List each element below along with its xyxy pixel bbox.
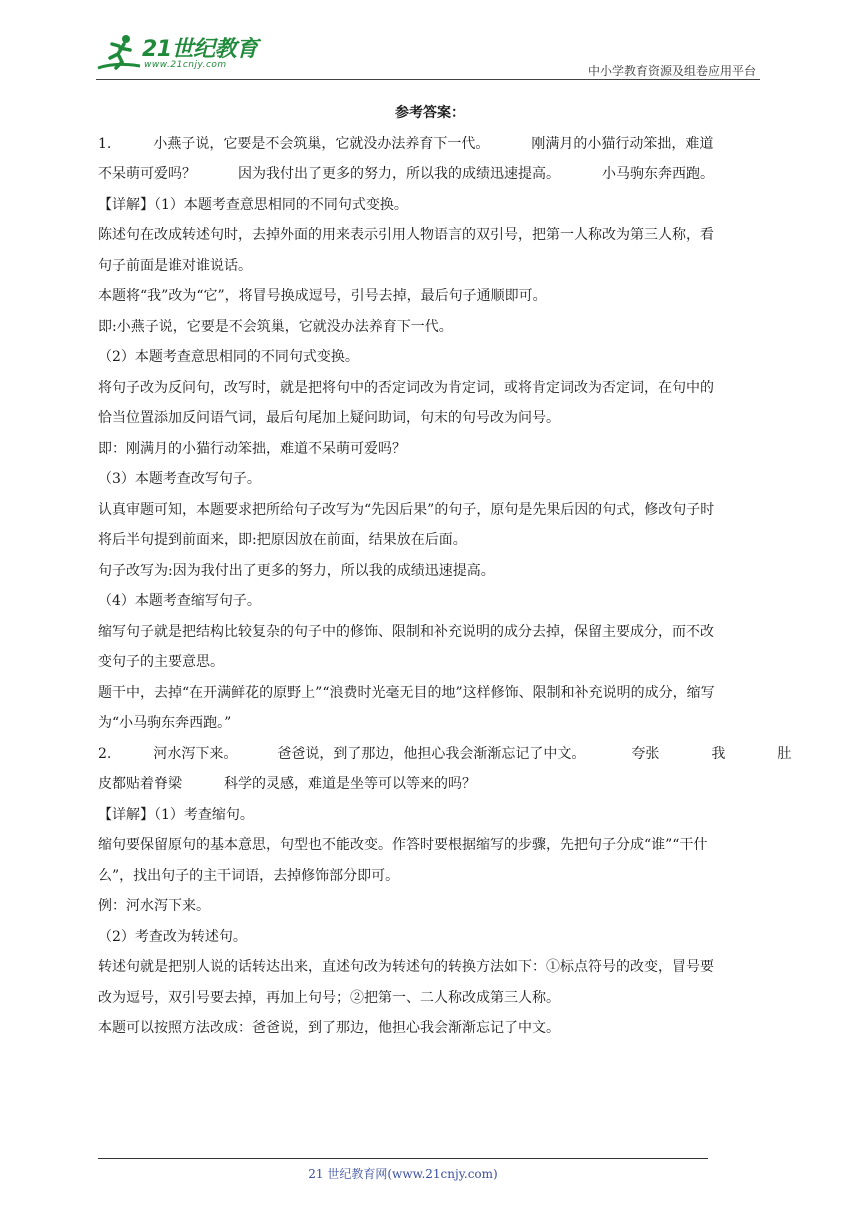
page-title: 参考答案：	[395, 105, 465, 121]
text-line: 转述句就是把别人说的话转达出来，直述句改为转述句的转换方法如下：①标点符号的改变，冒号要	[98, 959, 714, 975]
text-line: 将后半句提到前面来，即:把原因放在前面，结果放在后面。	[98, 532, 467, 548]
text-line: （3）本题考查改写句子。	[98, 471, 261, 487]
text-line: 不呆萌可爱吗？ 因为我付出了更多的努力，所以我的成绩迅速提高。 小马驹东奔西跑。	[98, 166, 714, 182]
answer-content	[98, 98, 792, 1044]
page-footer: 21 世纪教育网(www.21cnjy.com)	[308, 1167, 498, 1181]
text-line: （2）考查改为转述句。	[98, 928, 247, 945]
text-line: 恰当位置添加反问语气词，最后句尾加上疑问助词，句末的句号改为问号。	[98, 410, 560, 426]
text-line: 变句子的主要意思。	[98, 654, 224, 670]
text-line: 例：河水泻下来。	[98, 898, 210, 914]
text-line: 本题可以按照方法改成：爸爸说，到了那边，他担心我会渐渐忘记了中文。	[98, 1020, 560, 1036]
text-line: 改为逗号，双引号要去掉，再加上句号；②把第一、二人称改成第三人称。	[98, 989, 560, 1006]
text-line: 1. 小燕子说，它要是不会筑巢，它就没办法养育下一代。 刚满月的小猫行动笨拙，难道	[98, 135, 714, 152]
text-line: 陈述句在改成转述句时，去掉外面的用来表示引用人物语言的双引号，把第一人称改为第三人称，看	[98, 227, 714, 243]
logo-text: 21世纪教育	[142, 37, 258, 62]
text-line: 即：刚满月的小猫行动笨拙，难道不呆萌可爱吗？	[98, 440, 406, 457]
header-divider	[96, 79, 760, 80]
text-line: 【详解】（1）考查缩句。	[98, 806, 254, 823]
page-header	[96, 28, 760, 80]
text-line: （4）本题考查缩写句子。	[98, 593, 261, 609]
text-line: （2）本题考查意思相同的不同句式变换。	[98, 349, 359, 365]
text-line: 缩写句子就是把结构比较复杂的句子中的修饰、限制和补充说明的成分去掉，保留主要成分，而不改	[98, 623, 714, 640]
logo-url: www.21cnjy.com	[144, 60, 227, 70]
text-line: 本题将“我”改为“它”，将冒号换成逗号，引号去掉，最后句子通顺即可。	[98, 288, 547, 304]
text-line: 么”，找出句子的主干词语，去掉修饰部分即可。	[98, 867, 400, 884]
text-line: 认真审题可知，本题要求把所给句子改写为“先因后果”的句子，原句是先果后因的句式，修改句子时	[98, 501, 715, 518]
footer-divider	[98, 1158, 708, 1159]
text-line: 句子改写为:因为我付出了更多的努力，所以我的成绩迅速提高。	[98, 562, 495, 579]
text-line: 将句子改为反问句，改写时，就是把将句中的否定词改为肯定词，或将肯定词改为否定词，在句中的	[98, 379, 714, 396]
text-line: 为“小马驹东奔西跑。”	[98, 715, 232, 731]
site-logo	[96, 32, 266, 76]
text-line: 2. 河水泻下来。 爸爸说，到了那边，他担心我会渐渐忘记了中文。 夸张 我 肚	[98, 745, 792, 762]
text-line: 题干中，去掉“在开满鲜花的原野上”“浪费时光毫无目的地”这样修饰、限制和补充说明的成分，缩写	[98, 684, 715, 701]
text-line: 即:小燕子说，它要是不会筑巢，它就没办法养育下一代。	[98, 318, 453, 335]
runner-logo-icon	[96, 32, 142, 76]
text-line: 缩句要保留原句的基本意思，句型也不能改变。作答时要根据缩写的步骤，先把句子分成“谁”“干什	[98, 837, 708, 853]
text-line: 句子前面是谁对谁说话。	[98, 257, 252, 274]
platform-name: 中小学教育资源及组卷应用平台	[587, 64, 756, 78]
text-line: 【详解】（1）本题考查意思相同的不同句式变换。	[98, 196, 408, 213]
text-line: 皮都贴着脊梁 科学的灵感，难道是坐等可以等来的吗？	[98, 776, 476, 792]
